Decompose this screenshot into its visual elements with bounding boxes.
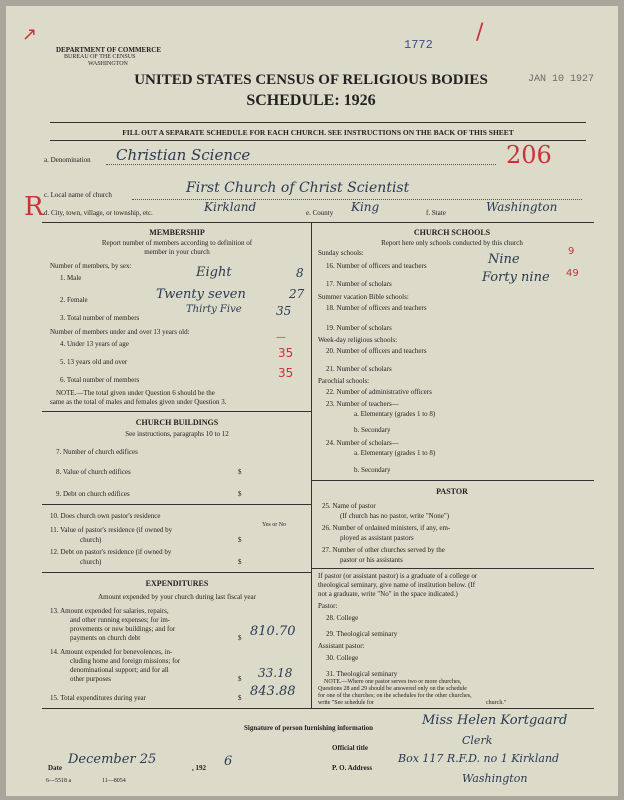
pastor-title: PASTOR (436, 487, 468, 496)
q7-label: 7. Number of church edifices (56, 448, 138, 456)
form-title: UNITED STATES CENSUS OF RELIGIOUS BODIES (134, 72, 488, 88)
pastor-note-3: for one of the churches; on the schedules for the other churches, (318, 693, 472, 699)
q4-value: — (276, 332, 286, 343)
vacation-label: Summer vacation Bible schools: (318, 293, 409, 301)
q29-label: 29. Theological seminary (326, 630, 398, 638)
q16-num: 9 (568, 246, 575, 257)
q12-label-2: church) (80, 558, 102, 566)
q9-dollar: $ (238, 490, 242, 498)
q1-num: 8 (296, 266, 304, 280)
q1-words: Eight (196, 265, 232, 280)
date-value: December 25 (68, 752, 157, 767)
buildings-title: CHURCH BUILDINGS (135, 418, 219, 427)
q28-label: 28. College (326, 614, 359, 622)
q4-label: 4. Under 13 years of age (60, 340, 129, 348)
state-value: Washington (486, 200, 558, 214)
q13-dollar: $ (238, 634, 242, 642)
q13-label-2: and other running expenses; for im- (70, 616, 171, 624)
q11-label: 11. Value of pastor's residence (if owned by (50, 526, 173, 534)
q23a-label: a. Elementary (grades 1 to 8) (354, 410, 436, 418)
q6-value: 35 (278, 366, 294, 380)
q13-label-4: payments on church debt (70, 634, 141, 642)
department-label: DEPARTMENT OF COMMERCE (56, 46, 162, 54)
q8-dollar: $ (238, 468, 242, 476)
red-corner-mark: ↗ (22, 24, 38, 45)
q26-label-2: ployed as assistant pastors (340, 534, 414, 542)
q8-label: 8. Value of church edifices (56, 468, 131, 476)
signature-label: Signature of person furnishing information (244, 724, 373, 732)
q14-label-2: cluding home and foreign missions; for (70, 657, 181, 665)
q5-label: 5. 13 years old and over (60, 358, 128, 366)
bureau-label: BUREAU OF THE CENSUS (64, 54, 136, 60)
pastor-note-2: Questions 28 and 29 should be answered only on the schedule (318, 686, 467, 692)
denomination-value: Christian Science (116, 146, 251, 164)
q24-label: 24. Number of scholars— (326, 439, 399, 447)
form-number-2: 11—8054 (102, 778, 126, 784)
church-name-label: c. Local name of church (44, 191, 112, 199)
date-year-prefix: , 192 (192, 764, 206, 772)
q25-note: (If church has no pastor, write "None") (340, 512, 450, 520)
college-intro: If pastor (or assistant pastor) is a graduate of a college or (318, 572, 478, 580)
q23b-label: b. Secondary (354, 426, 391, 434)
q3-label: 3. Total number of members (60, 314, 140, 322)
q2-words: Twenty seven (156, 287, 246, 302)
buildings-sub: See instructions, paragraphs 10 to 12 (125, 430, 229, 438)
q12-dollar: $ (238, 558, 242, 566)
pastor-note: NOTE.—Where one pastor serves two or more churches, (324, 679, 462, 685)
q23-label: 23. Number of teachers— (326, 400, 399, 408)
q3-words: Thirty Five (186, 304, 242, 315)
q10-label: 10. Does church own pastor's residence (50, 512, 161, 520)
city-label: WASHINGTON (88, 61, 128, 67)
q25-label: 25. Name of pastor (322, 502, 376, 510)
signature-value: Miss Helen Kortgaard (422, 713, 568, 728)
q15-label: 15. Total expenditures during year (50, 694, 146, 702)
po-address-value-2: Washington (462, 772, 528, 785)
q14-label-3: denominational support; and for all (70, 666, 169, 674)
q14-value: 33.18 (258, 666, 293, 680)
q15-value: 843.88 (250, 684, 296, 699)
q5-value: 35 (278, 346, 294, 360)
red-check-mark: / (476, 20, 484, 45)
q22-label: 22. Number of administrative officers (326, 388, 432, 396)
pastor-sub-label: Pastor: (318, 602, 338, 610)
city-value: Kirkland (204, 200, 257, 214)
q11-label-2: church) (80, 536, 102, 544)
q21-label: 21. Number of scholars (326, 365, 392, 373)
schedule-number: 1772 (404, 38, 433, 52)
po-address-value: Box 117 R.F.D. no 1 Kirkland (398, 752, 560, 765)
college-intro-2: theological seminary, give name of institution below. (If (318, 581, 476, 589)
q19-label: 19. Number of scholars (326, 324, 392, 332)
census-form-page (6, 6, 618, 796)
city-label-field: d. City, town, village, or township, etc. (44, 209, 153, 217)
church-name-value: First Church of Christ Scientist (186, 180, 410, 196)
college-intro-3: not a graduate, write "No" in the space indicated.) (318, 590, 458, 598)
asst-pastor-label: Assistant pastor: (318, 642, 365, 650)
q9-label: 9. Debt on church edifices (56, 490, 130, 498)
county-label: e. County (306, 209, 334, 217)
pastor-note-4: write "See schedule for (318, 700, 374, 706)
po-address-label: P. O. Address (332, 764, 373, 772)
q6-label: 6. Total number of members (60, 376, 140, 384)
county-value: King (351, 200, 380, 214)
q24a-label: a. Elementary (grades 1 to 8) (354, 449, 436, 457)
q26-label: 26. Number of ordained ministers, if any, em- (322, 524, 451, 532)
denomination-label: a. Denomination (44, 156, 91, 164)
q13-value: 810.70 (250, 624, 296, 639)
membership-intro: Report number of members according to definition of (101, 239, 253, 247)
date-label: Date (48, 764, 62, 772)
q14-label: 14. Amount expended for benevolences, in- (50, 648, 173, 656)
q18-label: 18. Number of officers and teachers (326, 304, 427, 312)
q20-label: 20. Number of officers and teachers (326, 347, 427, 355)
q2-num: 27 (289, 287, 305, 301)
schools-intro: Report here only schools conducted by this church (381, 239, 523, 247)
q17-label: 17. Number of scholars (326, 280, 392, 288)
q24b-label: b. Secondary (354, 466, 391, 474)
by-sex-label: Number of members, by sex: (50, 262, 132, 270)
q12-label: 12. Debt on pastor's residence (if owned by (50, 548, 172, 556)
membership-note: NOTE.—The total given under Question 6 should be the (56, 389, 215, 397)
pastor-note-5: church." (486, 700, 507, 706)
q15-dollar: $ (238, 694, 242, 702)
q14-dollar: $ (238, 675, 242, 683)
membership-title: MEMBERSHIP (149, 228, 205, 237)
form-number: 6—5518 a (46, 778, 72, 784)
q11-dollar: $ (238, 536, 242, 544)
parochial-label: Parochial schools: (318, 377, 370, 385)
age-intro: Number of members under and over 13 years old: (50, 328, 190, 336)
q13-label: 13. Amount expended for salaries, repairs, (50, 607, 169, 615)
expenditures-intro: Amount expended by your church during last fiscal year (98, 593, 256, 601)
q27-label: 27. Number of other churches served by the (322, 546, 445, 554)
state-label: f. State (426, 209, 446, 217)
q16-value: Nine (488, 252, 520, 267)
expenditures-title: EXPENDITURES (145, 579, 209, 588)
red-r-mark: R (24, 192, 44, 222)
q3-num: 35 (276, 304, 292, 318)
official-title-label: Official title (332, 744, 368, 752)
q17-num: 49 (566, 268, 579, 279)
weekday-label: Week-day religious schools: (318, 336, 398, 344)
q30-label: 30. College (326, 654, 359, 662)
received-date-stamp: JAN 10 1927 (528, 74, 595, 85)
q27-label-2: pastor or his assistants (340, 556, 403, 564)
form-subtitle: SCHEDULE: 1926 (246, 92, 376, 109)
q1-label: 1. Male (60, 274, 82, 282)
red-code-number: 206 (506, 141, 552, 169)
q17-value: Forty nine (482, 270, 550, 285)
form-instruction: FILL OUT A SEPARATE SCHEDULE FOR EACH CHURCH. SEE INSTRUCTIONS ON THE BACK OF THIS SHEET (122, 128, 514, 137)
q13-label-3: provements or new buildings; and for (70, 625, 176, 633)
membership-intro-2: member in your church (144, 248, 210, 256)
yes-no-hint: Yes or No (262, 522, 287, 528)
q2-label: 2. Female (60, 296, 88, 304)
schools-title: CHURCH SCHOOLS (413, 228, 491, 237)
official-title-value: Clerk (462, 734, 493, 747)
sunday-label: Sunday schools: (318, 249, 364, 257)
q31-label: 31. Theological seminary (326, 670, 398, 678)
q16-label: 16. Number of officers and teachers (326, 262, 427, 270)
date-year-digit: 6 (224, 754, 233, 769)
membership-note-2: same as the total of males and females given under Question 3. (50, 398, 227, 406)
q14-label-4: other purposes (70, 675, 112, 683)
